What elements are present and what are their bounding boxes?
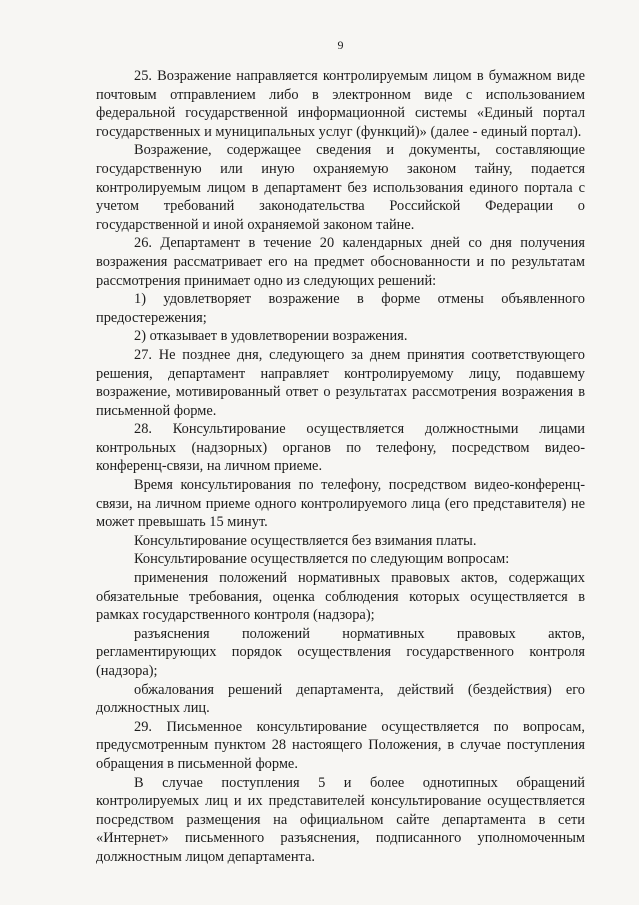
page-number: 9 xyxy=(337,38,344,52)
paragraph-free-of-charge: Консультирование осуществляется без взимания платы. xyxy=(134,532,477,549)
paragraph-29-written-consulting: 29. Письменное консультирование осуществляется по вопросам, предусмотренным пунктом 28 настоящего Положения, в случае поступления обращения в письменной форме. xyxy=(96,718,585,772)
paragraph-27-reasoned-answer: 27. Не позднее дня, следующего за днем принятия соответствующего решения, департамент направляет контролируемому лицу, подавшему возражение, мотивированный ответ о результатах рассмотрения возражения в письменной форме. xyxy=(96,346,585,419)
paragraph-consulting-time: Время консультирования по телефону, посредством видео-конференц-связи, на личном приеме одного контролируемого лица (его представителя) не может превышать 15 минут. xyxy=(96,477,585,531)
paragraph-similar-requests: В случае поступления 5 и более однотипных обращений контролируемых лиц и их представителей консультирование осуществляется посредством размещения на официальном сайте департамента в сети «Интернет» письменного разъяснения, подписанного уполномоченным должностным лицом департамента. xyxy=(96,774,585,865)
list-item-decision-1: 1) удовлетворяет возражение в форме отмены объявленного предостережения; xyxy=(96,291,585,326)
paragraph-secret-objection: Возражение, содержащее сведения и документы, составляющие государственную или иную охраняемую законом тайну, подается контролируемым лицом в департамент без использования единого портала с учетом требований законодательства Российской Федерации о государственной и иной охраняемой законом тайне. xyxy=(96,142,585,233)
paragraph-25-objection-submission: 25. Возражение направляется контролируемым лицом в бумажном виде почтовым отправлением либо в электронном виде с использованием федеральной государственной информационной системы «Единый портал государственных и муниципальных услуг (функций)» (далее - единый портал). xyxy=(96,68,585,140)
paragraph-consulting-topics: Консультирование осуществляется по следующим вопросам: xyxy=(134,551,510,568)
list-item-topic-appeal: обжалования решений департамента, действий (бездействия) его должностных лиц. xyxy=(96,681,585,717)
paragraph-26-review-period: 26. Департамент в течение 20 календарных дней со дня получения возражения рассматривает его на предмет обоснованности и по результатам рассмотрения принимает одно из следующих решений: xyxy=(96,235,585,289)
list-item-topic-clarification: разъяснения положений нормативных правовых актов, регламентирующих порядок осуществления государственного контроля (надзора); xyxy=(96,625,585,679)
paragraph-28-consulting: 28. Консультирование осуществляется должностными лицами контрольных (надзорных) органов по телефону, посредством видео-конференц-связи, на личном приеме. xyxy=(96,421,585,475)
list-item-topic-application: применения положений нормативных правовых актов, содержащих обязательные требования, оценка соблюдения которых осуществляется в рамках государственного контроля (надзора); xyxy=(96,570,585,624)
list-item-decision-2: 2) отказывает в удовлетворении возражения. xyxy=(134,328,408,345)
